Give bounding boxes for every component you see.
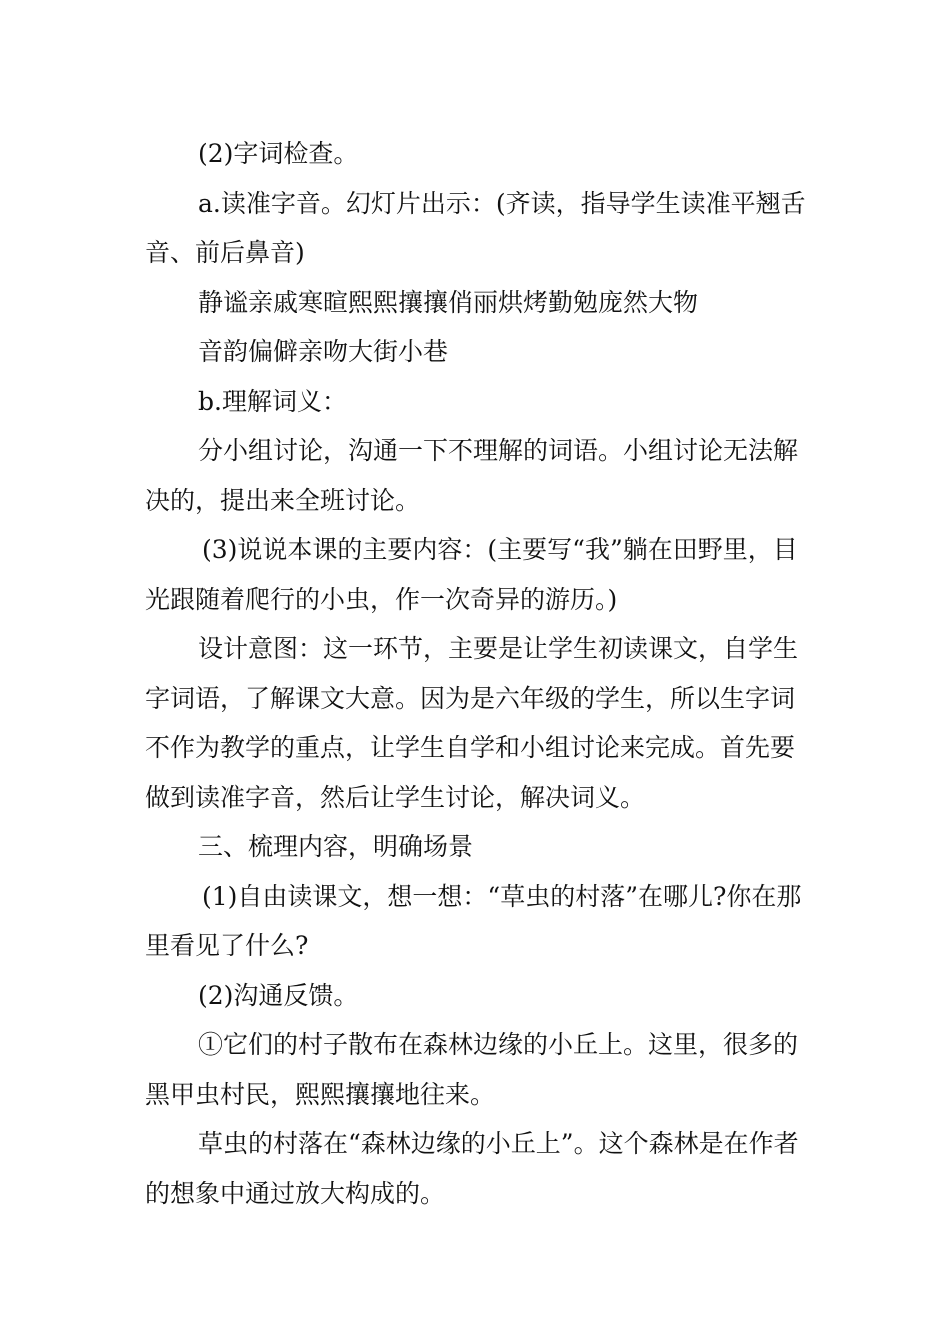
paragraph-village: ①它们的村子散布在森林边缘的小丘上。这里，很多的黑甲虫村民，熙熙攘攘地往来。 bbox=[145, 1030, 799, 1109]
section-heading: 三、梳理内容，明确场景 bbox=[198, 832, 474, 861]
paragraph-word-list-2: 音韵偏僻亲吻大街小巷 bbox=[198, 337, 449, 366]
paragraph-design-intent: 设计意图：这一环节，主要是让学生初读课文，自学生字词语，了解课文大意。因为是六年级的学生，所以生字词不作为教学的重点，让学生自学和小组讨论来完成。首先要做到读准字音，然后让学生讨论，解决词义。 bbox=[145, 634, 799, 812]
paragraph-free-reading: (1)自由读课文，想一想：“草虫的村落”在哪儿?你在那里看见了什么? bbox=[145, 881, 802, 960]
paragraph-forest: 草虫的村落在“森林边缘的小丘上”。这个森林是在作者的想象中通过放大构成的。 bbox=[145, 1129, 799, 1208]
document-body bbox=[145, 129, 810, 1218]
paragraph-pronunciation: a.读准字音。幻灯片出示：(齐读，指导学生读准平翘舌音、前后鼻音) bbox=[145, 188, 806, 267]
paragraph-main-content: (3)说说本课的主要内容：(主要写“我”躺在田野里，目光跟随着爬行的小虫，作一次奇异的游历。) bbox=[145, 535, 798, 614]
paragraph-word-list-1: 静谧亲戚寒暄熙熙攘攘俏丽烘烤勤勉庞然大物 bbox=[198, 287, 699, 317]
paragraph-word-check: (2)字词检查。 bbox=[198, 139, 359, 168]
paragraph-word-meaning: b.理解词义： bbox=[198, 386, 347, 416]
paragraph-group-discussion: 分小组讨论，沟通一下不理解的词语。小组讨论无法解决的，提出来全班讨论。 bbox=[145, 436, 799, 515]
paragraph-feedback: (2)沟通反馈。 bbox=[198, 980, 359, 1010]
